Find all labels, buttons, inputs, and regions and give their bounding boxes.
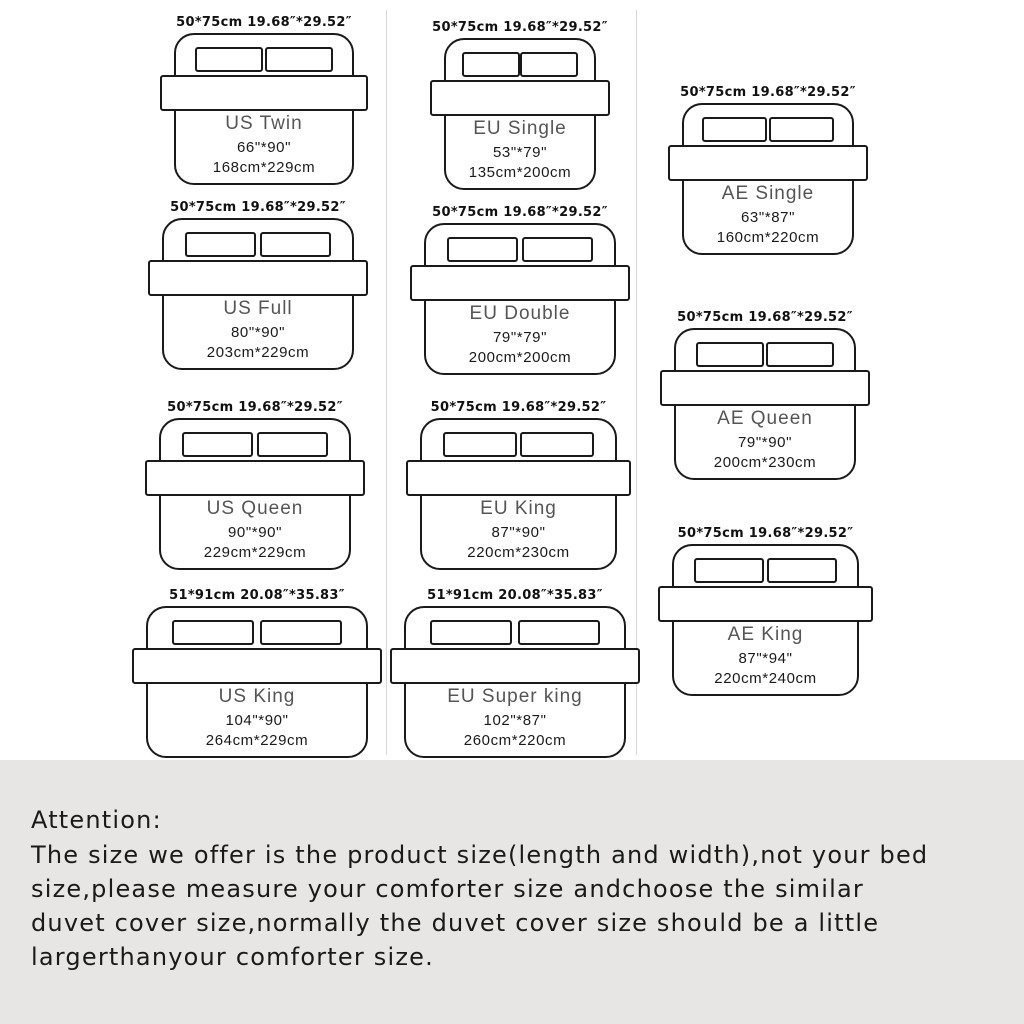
bed-size-inches: 53"*79" [492, 144, 548, 161]
bed-diagram [406, 400, 631, 600]
bed-size-cm: 220cm*230cm [467, 544, 570, 561]
bed-size-inches: 104"*90" [225, 712, 289, 729]
pillow-size-label: 50*75cm 19.68″*29.52″ [677, 526, 854, 541]
pillow-shape [257, 432, 329, 457]
pillow-shape [766, 342, 834, 367]
bed-size-cm: 229cm*229cm [203, 544, 307, 561]
bed-size-cm: 168cm*229cm [212, 159, 316, 176]
duvet-fold [148, 260, 368, 296]
bed-size-cm: 203cm*229cm [206, 344, 310, 361]
bed-size-cm: 260cm*220cm [463, 732, 567, 749]
pillow-size-label: 50*75cm 19.68″*29.52″ [430, 400, 607, 415]
bed-size-name: AE Queen [717, 408, 813, 429]
bed-size-inches: 80"*90" [230, 324, 286, 341]
pillow-size-label: 50*75cm 19.68″*29.52″ [680, 85, 856, 100]
bed-size-cm: 200cm*230cm [713, 454, 817, 471]
bed-size-inches: 87"*94" [738, 650, 793, 667]
pillow-shape [694, 558, 764, 583]
bed-size-inches: 63"*87" [740, 209, 796, 226]
bed-size-inches: 79"*79" [492, 329, 548, 346]
pillow-size-label: 50*75cm 19.68″*29.52″ [176, 15, 352, 30]
duvet-fold [660, 370, 870, 406]
pillow-shape [522, 237, 594, 262]
bed-size-name: AE King [727, 624, 804, 645]
pillow-size-label: 50*75cm 19.68″*29.52″ [432, 205, 608, 220]
bed-size-inches: 66"*90" [236, 139, 292, 156]
pillow-shape [769, 117, 833, 142]
bed-size-inches: 79"*90" [737, 434, 793, 451]
bed-diagram [132, 588, 382, 788]
bed-size-cm: 160cm*220cm [716, 229, 820, 246]
bed-size-name: AE Single [721, 183, 815, 204]
pillow-size-label: 51*91cm 20.08″*35.83″ [427, 588, 603, 603]
bed-size-name: US Full [223, 298, 293, 319]
pillow-shape [195, 47, 262, 72]
duvet-fold [160, 75, 368, 111]
pillow-shape [696, 342, 764, 367]
bed-size-inches: 102"*87" [483, 712, 547, 729]
pillow-size-label: 51*91cm 20.08″*35.83″ [169, 588, 345, 603]
attention-title: Attention: [31, 806, 162, 834]
bed-diagram [660, 310, 870, 510]
bed-size-name: US King [218, 686, 296, 707]
bed-diagram [410, 205, 630, 405]
bed-diagram [658, 526, 873, 726]
pillow-shape [443, 432, 516, 457]
bed-size-name: EU Double [469, 303, 571, 324]
pillow-shape [260, 232, 332, 257]
pillow-shape [172, 620, 254, 645]
attention-text-line: The size we offer is the product size(length and width),not your bed [31, 841, 929, 869]
pillow-shape [185, 232, 257, 257]
pillow-shape [462, 52, 519, 77]
pillow-size-label: 50*75cm 19.68″*29.52″ [432, 20, 608, 35]
bed-size-cm: 264cm*229cm [205, 732, 309, 749]
bed-diagram [390, 588, 640, 788]
attention-panel [0, 760, 1024, 1024]
pillow-shape [518, 620, 600, 645]
bed-size-cm: 220cm*240cm [714, 670, 817, 687]
bed-diagram [145, 400, 365, 600]
bed-size-name: EU King [480, 498, 557, 519]
pillow-size-label: 50*75cm 19.68″*29.52″ [170, 200, 346, 215]
pillow-shape [265, 47, 332, 72]
attention-text-line: duvet cover size,normally the duvet cover size should be a little [31, 909, 880, 937]
duvet-fold [668, 145, 868, 181]
pillow-shape [447, 237, 519, 262]
bed-size-name: EU Single [473, 118, 567, 139]
duvet-fold [132, 648, 382, 684]
bed-size-name: EU Super king [447, 686, 583, 707]
bed-diagram [160, 15, 368, 215]
pillow-shape [182, 432, 254, 457]
bed-size-cm: 135cm*200cm [468, 164, 572, 181]
pillow-shape [520, 432, 593, 457]
bed-diagram [148, 200, 368, 400]
duvet-fold [430, 80, 610, 116]
pillow-shape [702, 117, 766, 142]
pillow-size-label: 50*75cm 19.68″*29.52″ [167, 400, 343, 415]
column-divider [386, 10, 387, 755]
duvet-fold [145, 460, 365, 496]
pillow-shape [767, 558, 837, 583]
bed-diagram [668, 85, 868, 285]
pillow-size-label: 50*75cm 19.68″*29.52″ [677, 310, 853, 325]
duvet-fold [658, 586, 873, 622]
bed-size-inches: 90"*90" [227, 524, 283, 541]
attention-text-line: largerthanyour comforter size. [31, 943, 434, 971]
attention-text-line: size,please measure your comforter size andchoose the similar [31, 875, 864, 903]
bed-diagram [430, 20, 610, 220]
bed-size-cm: 200cm*200cm [468, 349, 572, 366]
pillow-shape [260, 620, 342, 645]
bed-size-name: US Queen [206, 498, 304, 519]
duvet-fold [406, 460, 631, 496]
bed-size-inches: 87"*90" [491, 524, 546, 541]
bed-size-name: US Twin [225, 113, 303, 134]
pillow-shape [520, 52, 577, 77]
pillow-shape [430, 620, 512, 645]
duvet-fold [390, 648, 640, 684]
duvet-fold [410, 265, 630, 301]
